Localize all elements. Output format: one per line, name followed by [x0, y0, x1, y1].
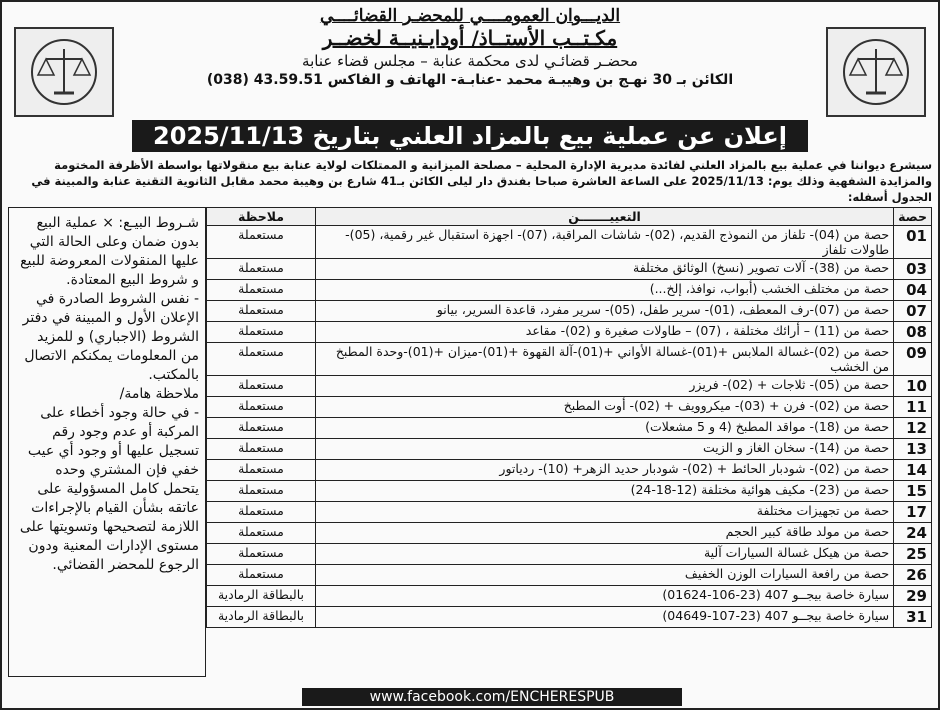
note-title: ملاحظة هامة/: [119, 386, 199, 402]
col-note: ملاحظة: [207, 208, 316, 226]
table-row: [207, 439, 932, 460]
table-row: [207, 322, 932, 343]
lot-description: سيارة خاصة بيجــو 407 (23-107-04649): [316, 607, 894, 628]
lot-description: حصة من (14)- سخان الغاز و الزيت: [316, 439, 894, 460]
lot-number: 15: [894, 481, 932, 502]
lot-number: 14: [894, 460, 932, 481]
table-header-row: [207, 208, 932, 226]
lot-description: سيارة خاصة بيجــو 407 (23-106-01624): [316, 586, 894, 607]
lot-note: مستعملة: [207, 322, 316, 343]
lot-description: حصة من مولد طاقة كبير الحجم: [316, 523, 894, 544]
lot-number: 03: [894, 259, 932, 280]
table-row: [207, 418, 932, 439]
lot-number: 12: [894, 418, 932, 439]
lot-description: حصة من (23)- مكيف هوائية مختلفة (12-18-24): [316, 481, 894, 502]
lot-note: مستعملة: [207, 280, 316, 301]
lot-number: 17: [894, 502, 932, 523]
court-seal-emblem: [14, 27, 114, 117]
scales-of-justice-icon: [24, 37, 104, 107]
table-row: [207, 544, 932, 565]
lot-note: مستعملة: [207, 439, 316, 460]
lot-description: حصة من تجهيزات مختلفة: [316, 502, 894, 523]
lot-number: 10: [894, 376, 932, 397]
lot-note: مستعملة: [207, 343, 316, 376]
lot-number: 07: [894, 301, 932, 322]
table-row: [207, 481, 932, 502]
bailiff-name: مكـتــب الأستــاذ/ أودايـنيــة لخضــر: [322, 26, 618, 50]
lot-note: مستعملة: [207, 259, 316, 280]
office-header: [132, 6, 808, 88]
table-row: [207, 607, 932, 628]
table-row: [207, 586, 932, 607]
table-row: [207, 397, 932, 418]
table-row: [207, 280, 932, 301]
table-row: [207, 343, 932, 376]
lot-note: مستعملة: [207, 397, 316, 418]
lot-number: 11: [894, 397, 932, 418]
lot-note: مستعملة: [207, 460, 316, 481]
lot-number: 25: [894, 544, 932, 565]
table-row: [207, 376, 932, 397]
lot-note: مستعملة: [207, 565, 316, 586]
table-row: [207, 502, 932, 523]
col-designation: التعييـــــــن: [316, 208, 894, 226]
lot-number: 24: [894, 523, 932, 544]
lot-note: مستعملة: [207, 226, 316, 259]
table-row: [207, 301, 932, 322]
lot-note: مستعملة: [207, 502, 316, 523]
court-seal-emblem: [826, 27, 926, 117]
table-row: [207, 523, 932, 544]
office-address: الكائن بـ 30 نهـج بن وهيبـة محمد -عنابـة- الهاتف و الفاكس 43.59.51 (038): [206, 72, 734, 88]
lot-number: 04: [894, 280, 932, 301]
conditions-text: - نفس الشروط الصادرة في الإعلان الأول و المبينة في دفتر الشروط (الاجباري) و للمزيد من المعلومات يمكنكم الاتصال بالمكتب.: [22, 291, 199, 383]
conditions-title: شـروط البيـع: × عملية البيع بدون ضمان وعلى الحالة التي عليها المنقولات المعروضة للبيع و شروط البيع المعتادة.: [20, 215, 199, 288]
lot-number: 26: [894, 565, 932, 586]
table-row: [207, 259, 932, 280]
lot-description: حصة من (07)-رف المعطف، (01)- سرير طفل، (05)- سرير مفرد، قاعدة السرير، بيانو: [316, 301, 894, 322]
lot-note: مستعملة: [207, 376, 316, 397]
lot-number: 29: [894, 586, 932, 607]
lot-description: حصة من (04)- تلفاز من النموذج القديم، (02)- شاشات المراقبة، (07)- اجهزة استقبال غير رقمية، (05)- طاولات تلفاز: [316, 226, 894, 259]
lot-number: 08: [894, 322, 932, 343]
lot-note: مستعملة: [207, 544, 316, 565]
announcement-intro: سيشرع ديواننا في عملية بيع بالمزاد العلني لفائدة مديرية الإدارة المحلية – مصلحة الميزانية و الممتلكات لولاية عنابة بيع منقولاتها بواسطة الأظرفة المختومة والمزايدة الشفهية وذلك يوم: 2025/11/13 على الساعة العاشرة صباحا بفندق دار ليلى الكائن بـ41 شارع بن وهيبة محمد مقابل الثانوية التقنية عنابة والمبينة في الجدول أسفله:: [31, 158, 932, 204]
lot-number: 31: [894, 607, 932, 628]
lot-description: حصة من (05)- ثلاجات + (02)- فريزر: [316, 376, 894, 397]
lot-description: حصة من (02)- شودبار الحائط + (02)- شودبار حديد الزهر+ (10)- ردياتور: [316, 460, 894, 481]
lot-note: مستعملة: [207, 523, 316, 544]
scales-of-justice-icon: [836, 37, 916, 107]
office-name: الديـــوان العمومــــي للمحضـر القضائــــي: [319, 6, 621, 26]
jurisdiction: محضـر قضائـي لدى محكمة عنابة – مجلس قضاء عنابة: [302, 52, 638, 70]
sale-conditions: [8, 207, 206, 677]
lot-note: مستعملة: [207, 481, 316, 502]
table-row: [207, 226, 932, 259]
lot-number: 01: [894, 226, 932, 259]
lot-note: بالبطاقة الرمادية: [207, 586, 316, 607]
lot-description: حصة من (18)- مواقد المطبخ (4 و 5 مشعلات): [316, 418, 894, 439]
lot-description: حصة من (02)- فرن + (03)- ميكروويف + (02)- أوت المطبخ: [316, 397, 894, 418]
announcement-title: إعلان عن عملية بيع بالمزاد العلني بتاريخ 2025/11/13: [132, 120, 808, 152]
lot-note: بالبطاقة الرمادية: [207, 607, 316, 628]
lot-number: 09: [894, 343, 932, 376]
lot-number: 13: [894, 439, 932, 460]
lot-note: مستعملة: [207, 301, 316, 322]
lot-description: حصة من رافعة السيارات الوزن الخفيف: [316, 565, 894, 586]
note-text: - في حالة وجود أخطاء على المركبة أو عدم وجود رقم تسجيل عليها أو وجود أي عيب خفي فإن المشتري وحده يتحمل كامل المسؤولية على عاتقه بشأن القيام بالإجراءات اللازمة لتصحيحها وتسويتها على مستوى الإدارات المعنية ودون الرجوع للمحضر القضائي.: [19, 405, 199, 573]
lot-description: حصة من (11) – أرائك مختلفة ، (07) – طاولات صغيرة و (02)- مقاعد: [316, 322, 894, 343]
lot-note: مستعملة: [207, 418, 316, 439]
lot-description: حصة من مختلف الخشب (أبواب، نوافذ، إلخ...): [316, 280, 894, 301]
lots-table: [206, 207, 932, 628]
lot-description: حصة من (02)-غسالة الملابس +(01)-غسالة الأواني +(01)-آلة القهوة +(01)-ميزان +(01)-وحدة المطبخ من الخشب: [316, 343, 894, 376]
table-row: [207, 460, 932, 481]
lot-description: حصة من (38)- آلات تصوير (نسخ) الوثائق مختلفة: [316, 259, 894, 280]
table-row: [207, 565, 932, 586]
col-lot: حصة: [894, 208, 932, 226]
lot-description: حصة من هيكل غسالة السيارات آلية: [316, 544, 894, 565]
facebook-link[interactable]: www.facebook.com/ENCHERESPUB: [302, 688, 682, 706]
